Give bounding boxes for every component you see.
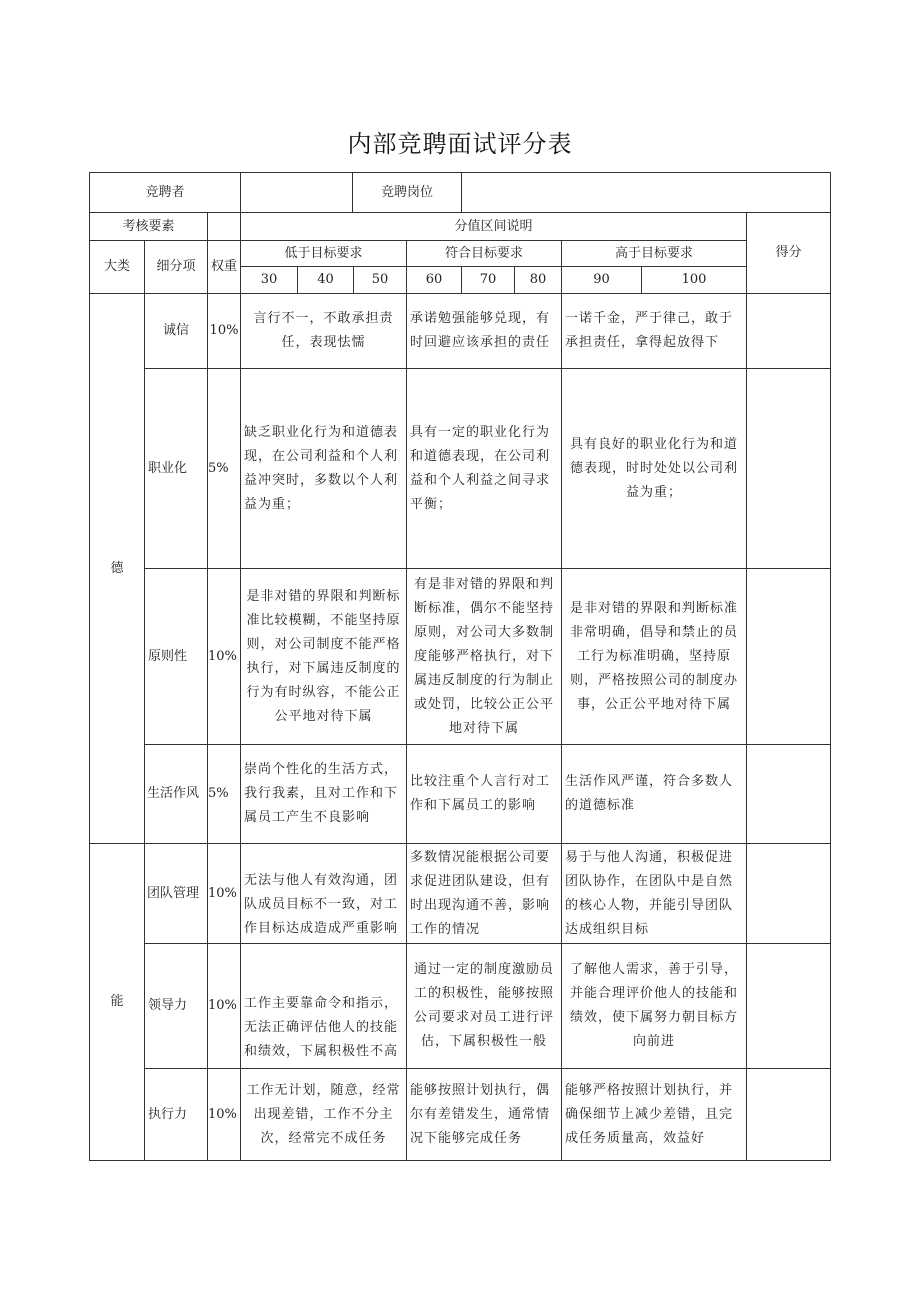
meet-execution: 能够按照计划执行，偶尔有差错发生，通常情况下能够完成任务: [410, 1082, 551, 1146]
weight-execution: 10%: [208, 1106, 237, 1122]
item-execution: 执行力: [148, 1106, 188, 1122]
score-input-principle[interactable]: [747, 569, 830, 744]
below-professionalism: 缺乏职业化行为和道德表现，在公司利益和个人利益冲突时，多数以个人利益为重；: [244, 424, 399, 512]
meet-principle: 有是非对错的界限和判断标准，偶尔不能坚持原则，对公司大多数制度能够严格执行，对下属违反制度的行为制止或处罚，比较公正公平地对待下属: [413, 576, 554, 736]
above-lifestyle: 生活作风严谨，符合多数人的道德标准: [565, 774, 734, 813]
position-input[interactable]: [462, 173, 830, 212]
score-input-team-management[interactable]: [747, 844, 830, 943]
item-label: 细分项: [156, 259, 196, 274]
above-team-management: 易于与他人沟通，积极促进团队协作，在团队中是自然的核心人物，并能引导团队达成组织目标: [565, 849, 734, 937]
below-lifestyle: 崇尚个性化的生活方式，我行我素，且对工作和下属员工产生不良影响: [244, 762, 399, 825]
score-input-professionalism[interactable]: [747, 369, 830, 568]
score-input-lifestyle[interactable]: [747, 745, 830, 843]
candidate-input[interactable]: [241, 173, 352, 212]
above-professionalism: 具有良好的职业化行为和道德表现，时时处处以公司利益为重；: [569, 436, 738, 500]
position-label: 竞聘岗位: [380, 184, 433, 200]
score-input-integrity[interactable]: [747, 294, 830, 368]
meet-target-label: 符合目标要求: [444, 245, 523, 261]
score-70: 70: [479, 272, 497, 287]
category-neng: 能: [110, 994, 124, 1009]
below-integrity: 言行不一，不敢承担责任，表现怯懦: [253, 311, 394, 350]
score-90: 90: [593, 272, 610, 287]
weight-integrity: 10%: [209, 323, 239, 338]
below-principle: 是非对错的界限和判断标准比较模糊，不能坚持原则，对公司制度不能严格执行，对下属违反制度的行为有时纵容，不能公正公平地对待下属: [246, 588, 401, 724]
above-target-label: 高于目标要求: [614, 245, 693, 261]
meet-lifestyle: 比较注重个人言行对工作和下属员工的影响: [410, 774, 551, 813]
item-lifestyle: 生活作风: [147, 786, 200, 801]
above-principle: 是非对错的界限和判断标准非常明确，倡导和禁止的员工行为标准明确，坚持原则，严格按照公司的制度办事，公正公平地对待下属: [569, 600, 738, 712]
item-integrity: 诚信: [162, 323, 189, 338]
above-integrity: 一诺千金，严于律己，敢于承担责任，拿得起放得下: [565, 311, 734, 350]
weight-principle: 10%: [208, 648, 237, 664]
category-de: 德: [110, 560, 124, 576]
above-execution: 能够严格按照计划执行，并确保细节上减少差错，且完成任务质量高，效益好: [565, 1082, 734, 1146]
item-leadership: 领导力: [148, 998, 188, 1013]
weight-professionalism: 5%: [208, 460, 229, 476]
below-execution: 工作无计划，随意，经常出现差错，工作不分主次，经常完不成任务: [246, 1082, 401, 1146]
meet-team-management: 多数情况能根据公司要求促进团队建设，但有时出现沟通不善，影响工作的情况: [410, 849, 551, 937]
candidate-label: 竞聘者: [145, 184, 185, 200]
elements-label: 考核要素: [122, 218, 175, 234]
score-input-leadership[interactable]: [747, 944, 830, 1068]
weight-leadership: 10%: [208, 998, 237, 1013]
page-title: 内部竞聘面试评分表: [347, 130, 573, 158]
above-leadership: 了解他人需求，善于引导，并能合理评价他人的技能和绩效，使下属努力朝目标方向前进: [569, 962, 738, 1049]
score-40: 40: [317, 272, 334, 287]
weight-team-management: 10%: [208, 885, 237, 901]
meet-professionalism: 具有一定的职业化行为和道德表现，在公司利益和个人利益之间寻求平衡；: [410, 424, 551, 512]
below-target-label: 低于目标要求: [284, 245, 363, 261]
score-100: 100: [681, 272, 707, 287]
item-principle: 原则性: [148, 648, 188, 664]
meet-integrity: 承诺勉强能够兑现，有时回避应该承担的责任: [410, 311, 551, 350]
item-professionalism: 职业化: [148, 460, 188, 476]
score-80: 80: [529, 272, 547, 287]
score-50: 50: [371, 272, 389, 287]
category-label: 大类: [103, 259, 130, 274]
weight-label: 权重: [210, 259, 237, 274]
range-label: 分值区间说明: [454, 218, 533, 234]
score-input-execution[interactable]: [747, 1069, 830, 1160]
score-60: 60: [425, 272, 443, 287]
score-30: 30: [260, 272, 278, 287]
below-leadership: 工作主要靠命令和指示，无法正确评估他人的技能和绩效，下属积极性不高: [244, 996, 399, 1059]
item-team-management: 团队管理: [147, 885, 200, 901]
below-team-management: 无法与他人有效沟通，团队成员目标不一致，对工作目标达成造成严重影响: [244, 873, 399, 936]
weight-lifestyle: 5%: [208, 786, 229, 801]
score-label: 得分: [775, 245, 802, 260]
meet-leadership: 通过一定的制度激励员工的积极性，能够按照公司要求对员工进行评估，下属积极性一般: [413, 962, 554, 1049]
